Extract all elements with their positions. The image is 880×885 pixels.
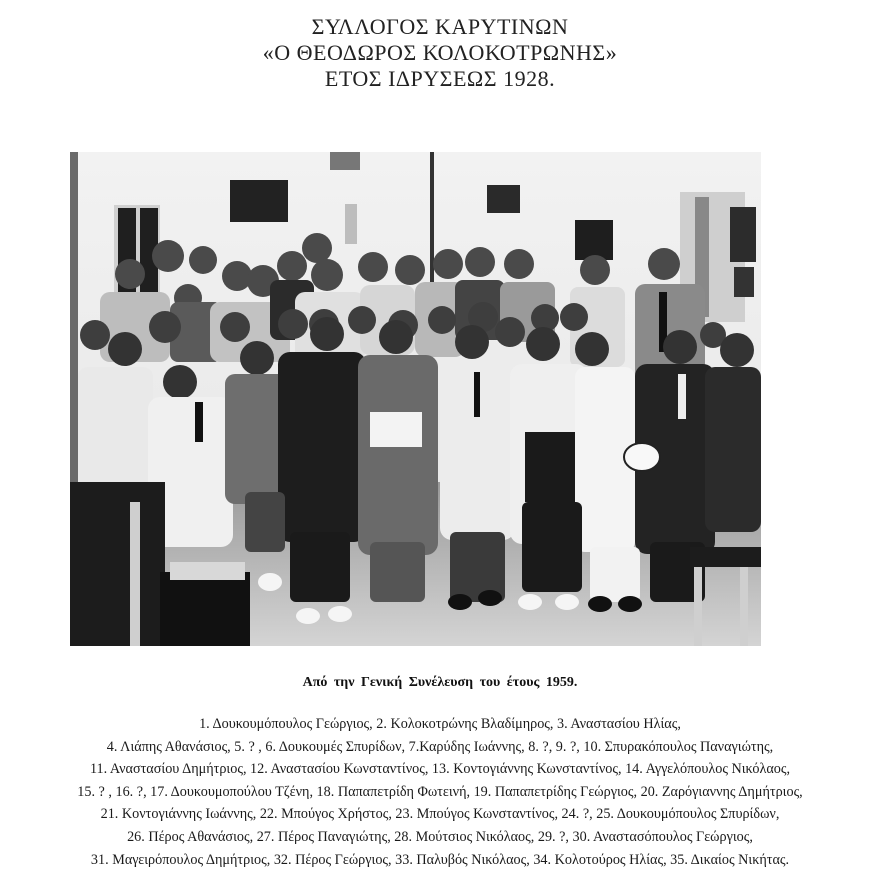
names-line: 31. Μαγειρόπουλος Δημήτριος, 32. Πέρος Γεώργιος, 33. Παλυβός Νικόλαος, 34. Κολοτούρος Ηλίας, 35. Δικαίος Νικήτας.: [90, 851, 790, 868]
names-legend: [0, 713, 880, 871]
document-title: [0, 14, 880, 92]
names-line: 26. Πέρος Αθανάσιος, 27. Πέρος Παναγιώτης, 28. Μούτσιος Νικόλαος, 29. ?, 30. Αναστασόπουλος Γεώργιος,: [127, 828, 753, 845]
names-line: 15. ? , 16. ?, 17. Δουκουμοπούλου Τζένη, 18. Παπαπετρίδη Φωτεινή, 19. Παπαπετρίδης Γεώργιος, 20. Ζαρόγιαννης Δημήτριος,: [77, 783, 803, 800]
names-line: 4. Λιάπης Αθανάσιος, 5. ? , 6. Δουκουμές Σπυρίδων, 7.Καρύδης Ιωάννης, 8. ?, 9. ?, 10. Σπυρακόπουλος Παναγιώτης,: [106, 738, 774, 755]
title-line-2: «Ο ΘΕΟΔΩΡΟΣ ΚΟΛΟΚΟΤΡΩΝΗΣ»: [262, 40, 618, 65]
group-photograph: [70, 152, 761, 646]
group-photo-illustration: [70, 152, 761, 646]
names-line: 21. Κοντογιάννης Ιωάννης, 22. Μπούγος Χρήστος, 23. Μπούγος Κωνσταντίνος, 24. ?, 25. Δουκουμόπουλος Σπυρίδων,: [100, 806, 780, 823]
title-line-1: ΣΥΛΛΟΓΟΣ ΚΑΡΥΤΙΝΩΝ: [311, 14, 569, 39]
names-line: 1. Δουκουμόπουλος Γεώργιος, 2. Κολοκοτρώνης Βλαδίμηρος, 3. Αναστασίου Ηλίας,: [199, 716, 681, 732]
photo-caption: Από την Γενική Συνέλευση του έτους 1959.: [302, 675, 578, 690]
title-line-3: ΕΤΟΣ ΙΔΡΥΣΕΩΣ 1928.: [324, 66, 556, 91]
names-line: 11. Αναστασίου Δημήτριος, 12. Αναστασίου Κωνσταντίνος, 13. Κοντογιάννης Κωνσταντίνος, 14. Αγγελόπουλος Νικόλαος,: [89, 761, 791, 778]
